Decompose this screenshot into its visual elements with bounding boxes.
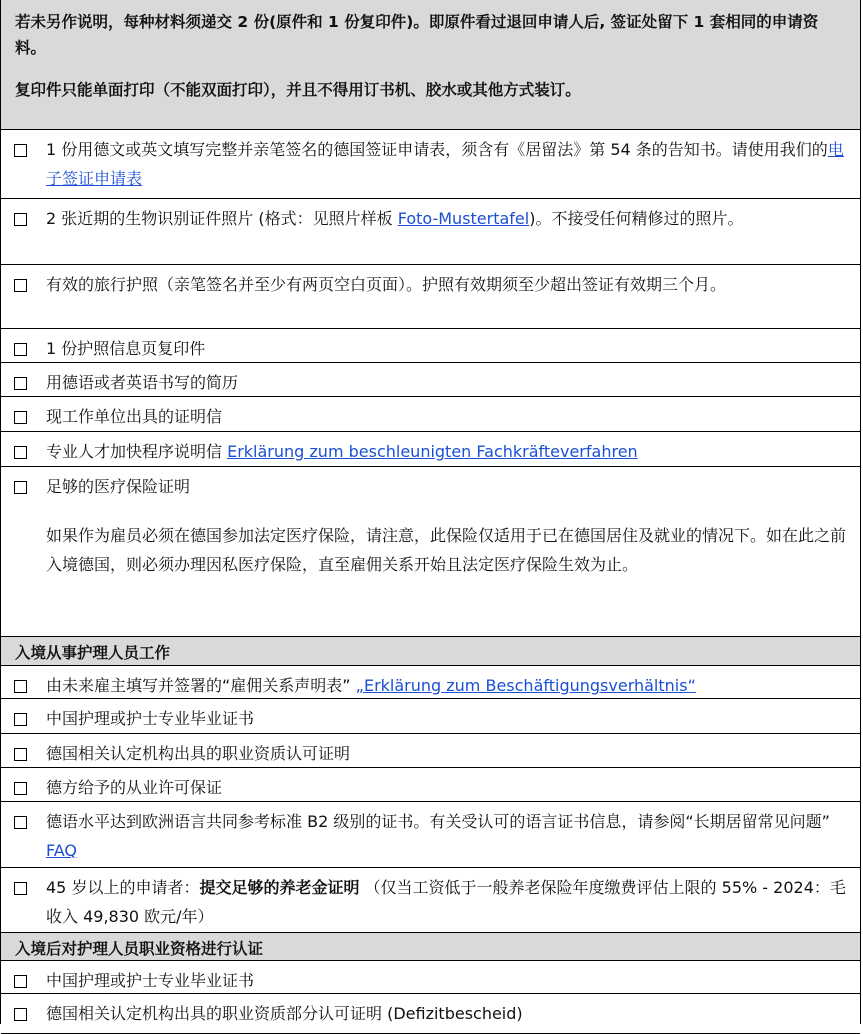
checklist-item-fast-track	[1, 432, 860, 467]
link-employment-declaration[interactable]: „Erklärung zum Beschäftigungsverhältnis“	[355, 676, 696, 695]
checklist-item-nursing-diploma	[1, 699, 860, 734]
link-faq[interactable]: FAQ	[46, 841, 77, 860]
notice-box	[1, 0, 860, 130]
checklist-item-cv	[1, 363, 860, 397]
checkbox[interactable]	[14, 975, 27, 988]
item-text: 中国护理或护士专业毕业证书	[46, 971, 255, 990]
checklist-item-employment-declaration	[1, 666, 860, 699]
checkbox[interactable]	[14, 680, 27, 693]
checkbox[interactable]	[14, 782, 27, 795]
checklist-item-passport	[1, 265, 860, 329]
checkbox[interactable]	[14, 279, 27, 292]
item-text-bold: 提交足够的养老金证明	[199, 878, 360, 897]
item-text: 有效的旅行护照（亲笔签名并至少有两页空白页面）。护照有效期须至少超出签证有效期三个月。	[46, 275, 727, 294]
checklist-item-nursing-diploma-2	[1, 961, 860, 994]
item-text: 现工作单位出具的证明信	[46, 407, 223, 426]
checkbox[interactable]	[14, 481, 27, 494]
checkbox[interactable]	[14, 377, 27, 390]
checklist-item-partial-recognition	[1, 994, 860, 1034]
checkbox[interactable]	[14, 882, 27, 895]
checklist-item-photos	[1, 199, 860, 265]
checklist-item-pension-proof	[1, 868, 860, 933]
item-text: 中国护理或护士专业毕业证书	[46, 709, 255, 728]
link-fast-track-declaration[interactable]: Erklärung zum beschleunigten Fachkräfteverfahren	[227, 442, 638, 461]
checkbox[interactable]	[14, 748, 27, 761]
checklist-item-employer-letter	[1, 397, 860, 432]
checklist-item-health-insurance	[1, 467, 860, 637]
checkbox[interactable]	[14, 1008, 27, 1021]
section-header-recognition: 入境后对护理人员职业资格进行认证	[1, 933, 860, 961]
item-text: 德国相关认定机构出具的职业资质部分认可证明 (Defizitbescheid)	[46, 1004, 523, 1023]
item-text: 专业人才加快程序说明信	[46, 442, 228, 461]
section-header-nursing-work: 入境从事护理人员工作	[1, 637, 860, 666]
checklist-item-application-form	[1, 130, 860, 199]
item-text: 由未来雇主填写并签署的“雇佣关系声明表”	[46, 676, 356, 695]
notice-paragraph-printing: 复印件只能单面打印（不能双面打印），并且不得用订书机、胶水或其他方式装订。	[15, 81, 581, 99]
item-text: 1 份护照信息页复印件	[46, 339, 206, 358]
item-text: 德方给予的从业许可保证	[46, 778, 223, 797]
checklist-item-qualification-recognition	[1, 734, 860, 768]
checkbox[interactable]	[14, 213, 27, 226]
health-insurance-note: 如果作为雇员必须在德国参加法定医疗保险，请注意，此保险仅适用于已在德国居住及就业的情况下。如在此之前入境德国，则必须办理因私医疗保险，直至雇佣关系开始且法定医疗保险生效为止。	[46, 526, 847, 574]
checklist-item-passport-copy	[1, 329, 860, 363]
item-text: 45 岁以上的申请者：	[46, 878, 200, 897]
link-online-application-form[interactable]: 电子签证申请表	[46, 140, 844, 188]
checklist-item-work-permit	[1, 768, 860, 802]
checkbox[interactable]	[14, 446, 27, 459]
item-text: （仅当工资低于一般养老保险年度缴费评估上限的 55% - 2024：毛收入 49,830 欧元/年）	[46, 878, 846, 926]
link-foto-mustertafel[interactable]: Foto-Mustertafel	[397, 209, 530, 228]
checkbox[interactable]	[14, 713, 27, 726]
checkbox[interactable]	[14, 144, 27, 157]
checkbox[interactable]	[14, 343, 27, 356]
checkbox[interactable]	[14, 411, 27, 424]
checklist-item-language-certificate	[1, 802, 860, 868]
item-text: 德国相关认定机构出具的职业资质认可证明	[46, 744, 351, 763]
item-text: )。不接受任何精修过的照片。	[529, 209, 744, 228]
item-text: 用德语或者英语书写的简历	[46, 373, 239, 392]
item-text: 1 份用德文或英文填写完整并亲笔签名的德国签证申请表，须含有《居留法》第 54 条的告知书。请使用我们的	[46, 140, 828, 159]
item-text: 2 张近期的生物识别证件照片 (格式：见照片样板	[46, 209, 398, 228]
notice-paragraph-copies: 若未另作说明，每种材料须递交 2 份(原件和 1 份复印件)。即原件看过退回申请人后, 签证处留下 1 套相同的申请资料。	[15, 13, 819, 57]
item-text: 德语水平达到欧洲语言共同参考标准 B2 级别的证书。有关受认可的语言证书信息，请参阅“长期居留常见问题”	[46, 812, 830, 831]
item-text: 足够的医疗保险证明	[46, 477, 191, 496]
checkbox[interactable]	[14, 816, 27, 829]
